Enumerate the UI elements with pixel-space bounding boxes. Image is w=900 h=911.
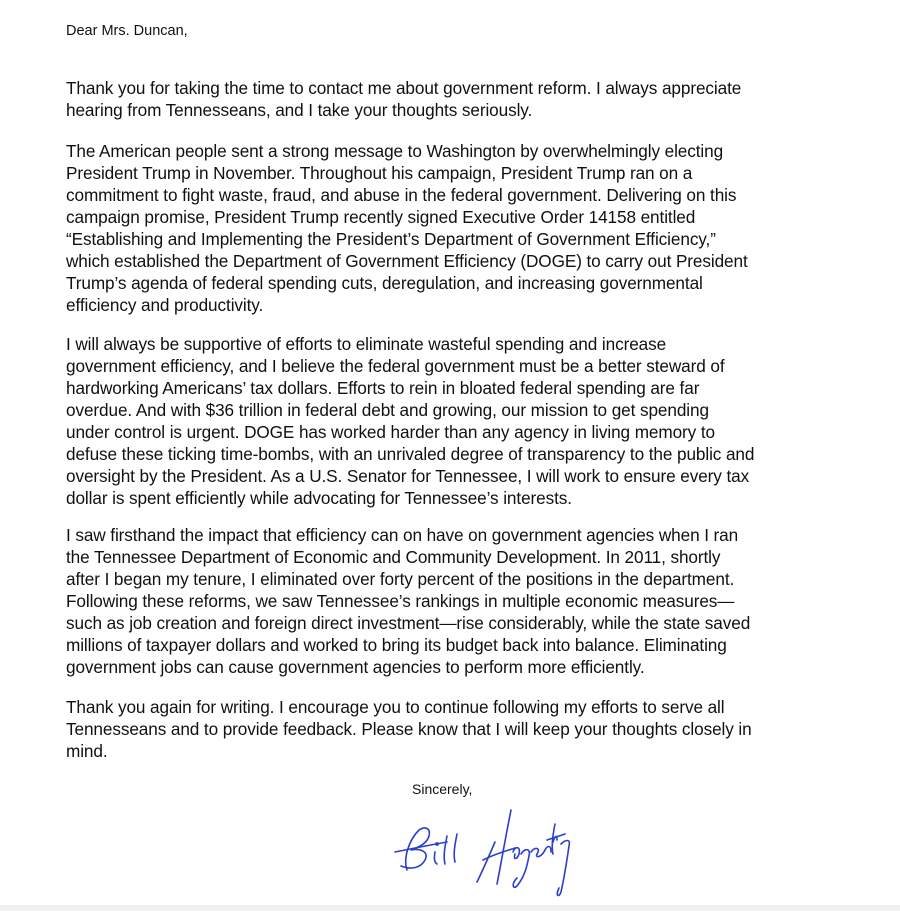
paragraph-line: commitment to fight waste, fraud, and abuse in the federal government. Delivering on this (66, 185, 737, 205)
salutation: Dear Mrs. Duncan, (66, 23, 188, 39)
paragraph-line: Tennesseans and to provide feedback. Please know that I will keep your thoughts closely in (66, 719, 752, 739)
paragraph-line: mind. (66, 741, 108, 761)
paragraph-line: under control is urgent. DOGE has worked harder than any agency in living memory to (66, 422, 715, 442)
paragraph-line: I saw firsthand the impact that efficiency can on have on government agencies when I ran (66, 525, 739, 545)
paragraph-line: President Trump in November. Throughout his campaign, President Trump ran on a (66, 163, 693, 183)
paragraph-executive-order (66, 140, 866, 316)
paragraph-line: government jobs can cause government agencies to perform more efficiently. (66, 657, 645, 677)
handwritten-signature (385, 800, 615, 905)
paragraph-thanks (66, 77, 866, 121)
paragraph-closing-thanks (66, 696, 866, 762)
page-bottom-edge (0, 905, 900, 911)
paragraph-line: oversight by the President. As a U.S. Senator for Tennessee, I will work to ensure every tax (66, 466, 750, 486)
paragraph-line: the Tennessee Department of Economic and Community Development. In 2011, shortly (66, 547, 721, 567)
paragraph-line: Following these reforms, we saw Tennessee’s rankings in multiple economic measures— (66, 591, 735, 611)
paragraph-line: I will always be supportive of efforts to eliminate wasteful spending and increase (66, 334, 667, 354)
paragraph-line: Trump’s agenda of federal spending cuts, deregulation, and increasing governmental (66, 273, 703, 293)
paragraph-line: millions of taxpayer dollars and worked to bring its budget back into balance. Eliminating (66, 635, 727, 655)
paragraph-line: which established the Department of Government Efficiency (DOGE) to carry out President (66, 251, 748, 271)
paragraph-line: efficiency and productivity. (66, 295, 264, 315)
paragraph-line: campaign promise, President Trump recently signed Executive Order 14158 entitled (66, 207, 696, 227)
paragraph-line: such as job creation and foreign direct investment—rise considerably, while the state saved (66, 613, 751, 633)
paragraph-line: Thank you again for writing. I encourage you to continue following my efforts to serve all (66, 697, 725, 717)
paragraph-line: hearing from Tennesseans, and I take your thoughts seriously. (66, 100, 533, 120)
paragraph-spending (66, 333, 866, 509)
paragraph-line: hardworking Americans’ tax dollars. Efforts to rein in bloated federal spending are far (66, 378, 700, 398)
paragraph-line: overdue. And with $36 trillion in federal debt and growing, our mission to get spending (66, 400, 709, 420)
paragraph-line: Thank you for taking the time to contact me about government reform. I always appreciate (66, 78, 742, 98)
paragraph-line: “Establishing and Implementing the President’s Department of Government Efficiency,” (66, 229, 716, 249)
paragraph-line: The American people sent a strong message to Washington by overwhelmingly electing (66, 141, 724, 161)
paragraph-line: dollar is spent efficiently while advocating for Tennessee’s interests. (66, 488, 572, 508)
paragraph-firsthand (66, 524, 866, 678)
paragraph-line: after I began my tenure, I eliminated over forty percent of the positions in the department. (66, 569, 735, 589)
closing: Sincerely, (412, 781, 473, 797)
paragraph-line: government efficiency, and I believe the federal government must be a better steward of (66, 356, 725, 376)
paragraph-line: defuse these ticking time-bombs, with an unrivaled degree of transparency to the public and (66, 444, 755, 464)
